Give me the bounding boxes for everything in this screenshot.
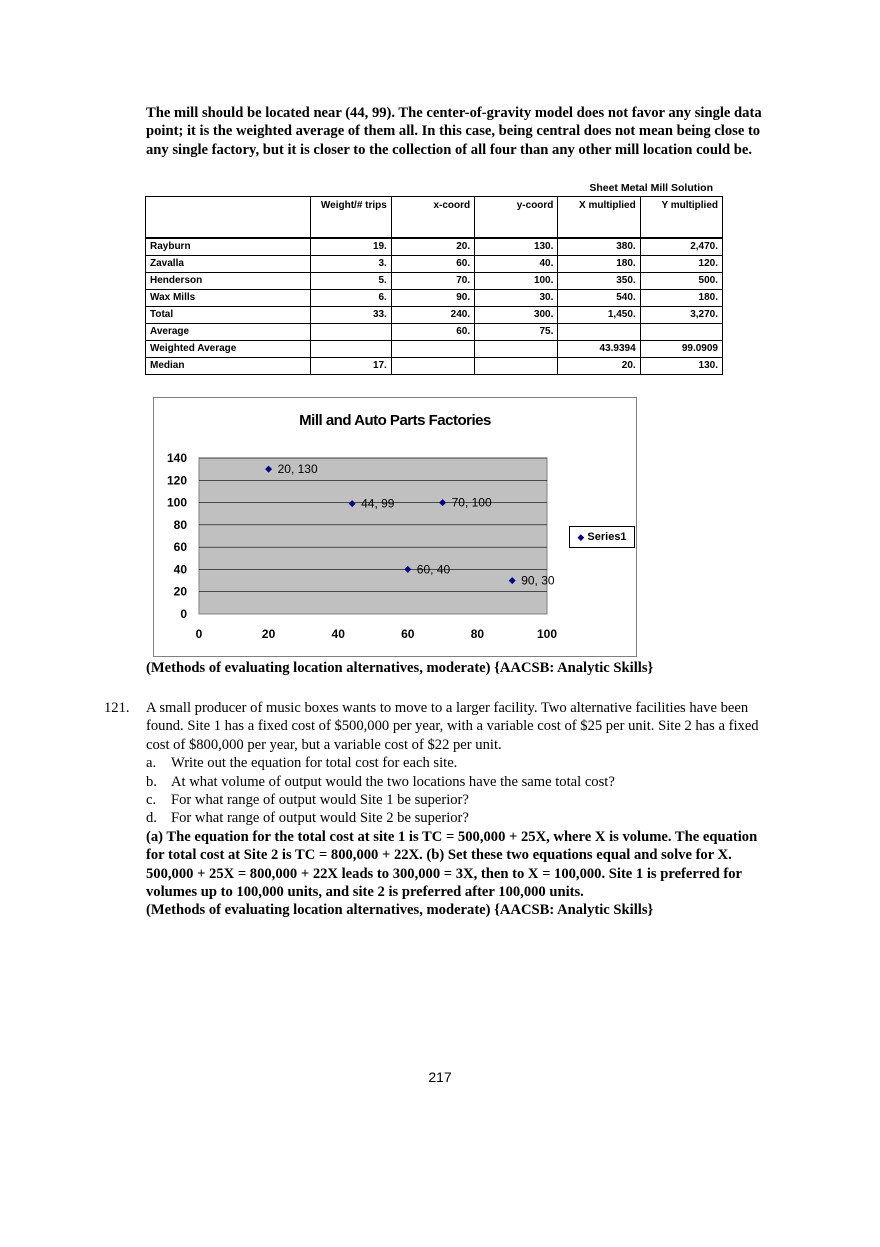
header-cell: Y multiplied: [640, 197, 722, 239]
question-number: 121.: [104, 700, 130, 716]
table-cell: 30.: [475, 290, 558, 307]
y-tick-label: 60: [173, 540, 187, 555]
table-cell: 180.: [558, 256, 640, 273]
question-parts: [146, 754, 776, 828]
table-cell: 75.: [475, 324, 558, 341]
chart-legend: [569, 526, 635, 548]
row-label: Total: [146, 307, 311, 324]
table-cell: 70.: [391, 273, 474, 290]
question-part: [146, 791, 776, 809]
table-cell: 350.: [558, 273, 640, 290]
question-text: A small producer of music boxes wants to move to a larger facility. Two alternative facilities have been found. Site 1 has a fixed cost of $500,000 per year, with a variable cost of $25 per unit. Site 2 has a fixed cost of $800,000 per year, but a variable cost of $22 per unit.: [146, 700, 759, 753]
part-text: Write out the equation for total cost for each site.: [171, 755, 458, 772]
table-cell: 2,470.: [640, 238, 722, 256]
table-cell: 3,270.: [640, 307, 722, 324]
table-row: [146, 256, 723, 273]
table-cell: 120.: [640, 256, 722, 273]
table-cell: 5.: [310, 273, 391, 290]
data-label: 20, 130: [277, 462, 318, 477]
row-label: Henderson: [146, 273, 311, 290]
table-cell: 6.: [310, 290, 391, 307]
table-cell: 60.: [391, 256, 474, 273]
table-row: [146, 358, 723, 375]
chart-canvas: [154, 398, 636, 656]
plot-area: [199, 458, 547, 614]
part-text: For what range of output would Site 1 be superior?: [171, 792, 469, 809]
x-tick-label: 0: [195, 627, 203, 641]
scatter-chart: [153, 397, 637, 657]
question-part: [146, 773, 776, 791]
part-text: At what volume of output would the two locations have the same total cost?: [171, 773, 615, 790]
table-cell: [558, 324, 640, 341]
part-letter: c.: [146, 792, 157, 809]
table-cell: 180.: [640, 290, 722, 307]
part-text: For what range of output would Site 2 be superior?: [171, 810, 469, 827]
table-header-row: [146, 197, 723, 239]
intro-paragraph: The mill should be located near (44, 99). The center-of-gravity model does not favor any single data point; it is the weighted average of them all. In this case, being central does not mean being close to any single factory, but it is closer to the collection of all four than any other mill location could be.: [146, 105, 762, 158]
question-block: [146, 699, 776, 920]
table-row: [146, 307, 723, 324]
header-cell: [146, 197, 311, 239]
chart-citation: (Methods of evaluating location alternatives, moderate) {AACSB: Analytic Skills}: [146, 660, 654, 676]
y-tick-label: 140: [166, 451, 187, 465]
answer-citation: (Methods of evaluating location alternatives, moderate) {AACSB: Analytic Skills}: [146, 902, 654, 919]
y-tick-label: 100: [166, 495, 187, 510]
sheet-metal-mill-table: [145, 180, 725, 375]
table-cell: [640, 324, 722, 341]
header-cell: Weight/# trips: [310, 197, 391, 239]
table-cell: 90.: [391, 290, 474, 307]
table-cell: [310, 324, 391, 341]
table-cell: 130.: [475, 238, 558, 256]
header-cell: x-coord: [391, 197, 474, 239]
table-cell: 99.0909: [640, 341, 722, 358]
part-letter: d.: [146, 810, 157, 827]
table-row: [146, 290, 723, 307]
row-label: Zavalla: [146, 256, 311, 273]
table-cell: 100.: [475, 273, 558, 290]
question-part: [146, 809, 776, 827]
table-row: [146, 341, 723, 358]
x-tick-label: 40: [331, 627, 345, 641]
table-row: [146, 324, 723, 341]
data-label: 44, 99: [361, 496, 395, 511]
table-cell: [475, 358, 558, 375]
row-label: Weighted Average: [146, 341, 311, 358]
table-title: Sheet Metal Mill Solution: [589, 182, 713, 194]
table-cell: [475, 341, 558, 358]
y-tick-label: 40: [173, 562, 187, 577]
data-label: 70, 100: [451, 495, 492, 510]
answer-text: (a) The equation for the total cost at site 1 is TC = 500,000 + 25X, where X is volume. The equation for total cost at Site 2 is TC = 800,000 + 22X. (b) Set these two equations equal and solve for X. 500,000 + 25X = 800,000 + 22X leads to 300,000 = 3X, then to X = 100,000. Site 1 is preferred for volumes up to 100,000 units, and site 2 is preferred after 100,000 units.: [146, 828, 758, 901]
y-tick-label: 20: [173, 584, 187, 599]
table-cell: 240.: [391, 307, 474, 324]
row-label: Rayburn: [146, 238, 311, 256]
table-cell: 40.: [475, 256, 558, 273]
table-cell: 33.: [310, 307, 391, 324]
legend-label: Series1: [587, 531, 627, 543]
table-cell: 300.: [475, 307, 558, 324]
table-cell: 1,450.: [558, 307, 640, 324]
table-body: [146, 238, 723, 375]
question-part: [146, 754, 776, 772]
table-cell: [391, 341, 474, 358]
row-label: Wax Mills: [146, 290, 311, 307]
table-cell: 20.: [558, 358, 640, 375]
table-cell: 20.: [391, 238, 474, 256]
table-cell: 3.: [310, 256, 391, 273]
table-cell: 60.: [391, 324, 474, 341]
y-tick-label: 80: [173, 517, 187, 532]
chart-title: Mill and Auto Parts Factories: [299, 412, 491, 429]
y-tick-label: 120: [166, 473, 187, 488]
legend-marker-icon: ◆: [577, 532, 585, 542]
table-row: [146, 238, 723, 256]
table-cell: 130.: [640, 358, 722, 375]
header-cell: X multiplied: [558, 197, 640, 239]
data-label: 90, 30: [521, 573, 555, 588]
page-number: 217: [428, 1069, 452, 1085]
y-tick-label: 0: [180, 607, 187, 621]
x-tick-label: 100: [536, 627, 558, 641]
table-row: [146, 273, 723, 290]
table-cell: 380.: [558, 238, 640, 256]
table-cell: 17.: [310, 358, 391, 375]
table-cell: 19.: [310, 238, 391, 256]
table-cell: 500.: [640, 273, 722, 290]
table-cell: 43.9394: [558, 341, 640, 358]
header-cell: y-coord: [475, 197, 558, 239]
row-label: Average: [146, 324, 311, 341]
row-label: Median: [146, 358, 311, 375]
data-table: [145, 196, 723, 375]
x-tick-label: 60: [401, 627, 415, 641]
x-tick-label: 80: [470, 627, 485, 641]
part-letter: a.: [146, 755, 157, 772]
data-label: 60, 40: [416, 562, 451, 577]
part-letter: b.: [146, 773, 157, 790]
table-cell: [391, 358, 474, 375]
x-tick-label: 20: [261, 627, 276, 641]
table-cell: 540.: [558, 290, 640, 307]
table-cell: [310, 341, 391, 358]
